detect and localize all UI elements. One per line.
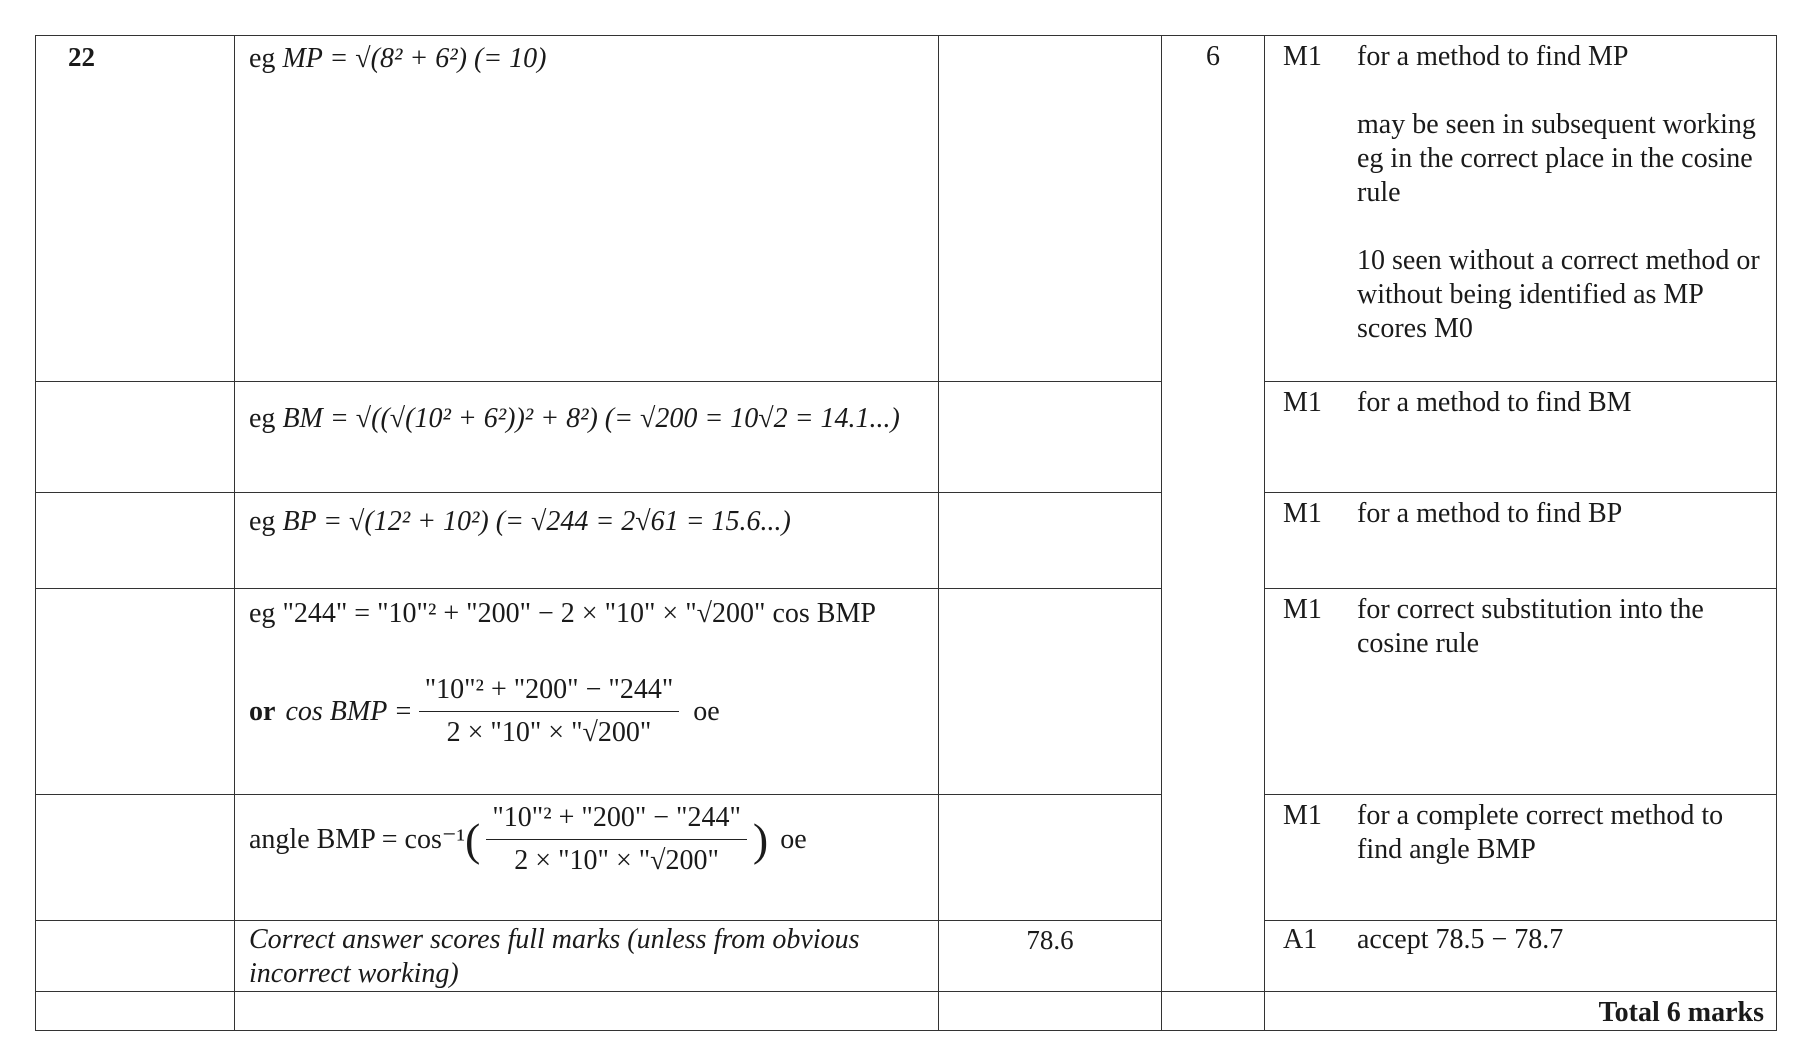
guidance xyxy=(1357,923,1776,957)
close-paren-icon: ) xyxy=(752,813,769,865)
table-row xyxy=(36,382,1777,493)
working-prefix: eg xyxy=(249,403,276,434)
fraction-denominator: 2 × "10" × "√200" xyxy=(446,717,652,748)
working-prefix: eg xyxy=(249,598,276,629)
table-row xyxy=(36,795,1777,921)
empty-cell xyxy=(36,795,235,921)
or-label: or xyxy=(249,695,276,727)
notes-cell xyxy=(1265,795,1777,921)
mark-code: M1 xyxy=(1283,800,1322,831)
working-cell xyxy=(235,589,939,795)
guidance-line: for correct substitution into the cosine rule xyxy=(1357,594,1704,659)
fraction-numerator: "10"² + "200" − "244" xyxy=(419,673,680,712)
working-note: Correct answer scores full marks (unless from obvious incorrect working) xyxy=(235,921,939,992)
answer-cell xyxy=(939,493,1162,589)
answer-cell xyxy=(939,795,1162,921)
cos-lhs: cos BMP = xyxy=(285,695,413,727)
fraction xyxy=(419,673,680,750)
working-cell xyxy=(235,795,939,921)
notes-cell xyxy=(1265,921,1777,992)
table-row xyxy=(36,589,1777,795)
guidance xyxy=(1357,386,1776,420)
empty-cell xyxy=(36,992,235,1031)
empty-cell xyxy=(36,589,235,795)
mark-cell: 6 xyxy=(1162,36,1265,992)
empty-cell xyxy=(1162,992,1265,1031)
guidance-line: for a method to find BM xyxy=(1357,387,1632,418)
working-cell xyxy=(235,382,939,493)
mark-code: M1 xyxy=(1283,498,1322,529)
guidance xyxy=(1357,497,1776,531)
guidance-line: for a method to find MP xyxy=(1357,41,1629,72)
table-row xyxy=(36,36,1777,382)
mark-code: M1 xyxy=(1283,387,1322,418)
guidance xyxy=(1357,593,1776,661)
empty-cell xyxy=(36,921,235,992)
question-number: 22 xyxy=(36,36,235,382)
oe-label: oe xyxy=(780,823,807,855)
mark-code: M1 xyxy=(1283,594,1322,625)
mark-scheme-table xyxy=(35,35,1777,1031)
working-cell xyxy=(235,36,939,382)
guidance-line: for a complete correct method to find angle BMP xyxy=(1357,800,1724,865)
guidance-line: 10 seen without a correct method or without being identified as MP scores M0 xyxy=(1357,245,1760,344)
angle-lhs: angle BMP = cos⁻¹ xyxy=(249,823,466,855)
working-expression: "244" = "10"² + "200" − 2 × "10" × "√200" cos BMP xyxy=(282,598,876,629)
empty-cell xyxy=(939,992,1162,1031)
fraction xyxy=(486,801,747,878)
working-expression: MP = √(8² + 6²) (= 10) xyxy=(282,43,547,74)
final-answer: 78.6 xyxy=(939,921,1162,992)
empty-cell xyxy=(36,382,235,493)
open-paren-icon: ( xyxy=(465,813,481,865)
mark-code: A1 xyxy=(1283,924,1318,955)
total-marks: Total 6 marks xyxy=(1265,992,1777,1031)
fraction-numerator: "10"² + "200" − "244" xyxy=(486,801,747,840)
oe-label: oe xyxy=(693,695,720,727)
empty-cell xyxy=(36,493,235,589)
guidance xyxy=(1357,799,1776,867)
working-prefix: eg xyxy=(249,506,276,537)
table-row xyxy=(36,921,1777,992)
working-expression: BM = √((√(10² + 6²))² + 8²) (= √200 = 10√2 = 14.1...) xyxy=(282,403,900,434)
notes-cell xyxy=(1265,36,1777,382)
empty-cell xyxy=(235,992,939,1031)
answer-cell xyxy=(939,589,1162,795)
working-prefix: eg xyxy=(249,43,276,74)
guidance-line: for a method to find BP xyxy=(1357,498,1623,529)
table-row-total xyxy=(36,992,1777,1031)
answer-cell xyxy=(939,36,1162,382)
table-row xyxy=(36,493,1777,589)
fraction-denominator: 2 × "10" × "√200" xyxy=(514,845,719,876)
notes-cell xyxy=(1265,382,1777,493)
answer-cell xyxy=(939,382,1162,493)
notes-cell xyxy=(1265,589,1777,795)
guidance-line: may be seen in subsequent working eg in the correct place in the cosine rule xyxy=(1357,109,1756,208)
mark-code: M1 xyxy=(1283,41,1322,72)
guidance-line: accept 78.5 − 78.7 xyxy=(1357,924,1564,955)
guidance xyxy=(1357,40,1776,346)
notes-cell xyxy=(1265,493,1777,589)
working-cell xyxy=(235,493,939,589)
working-expression: BP = √(12² + 10²) (= √244 = 2√61 = 15.6...) xyxy=(282,506,791,537)
